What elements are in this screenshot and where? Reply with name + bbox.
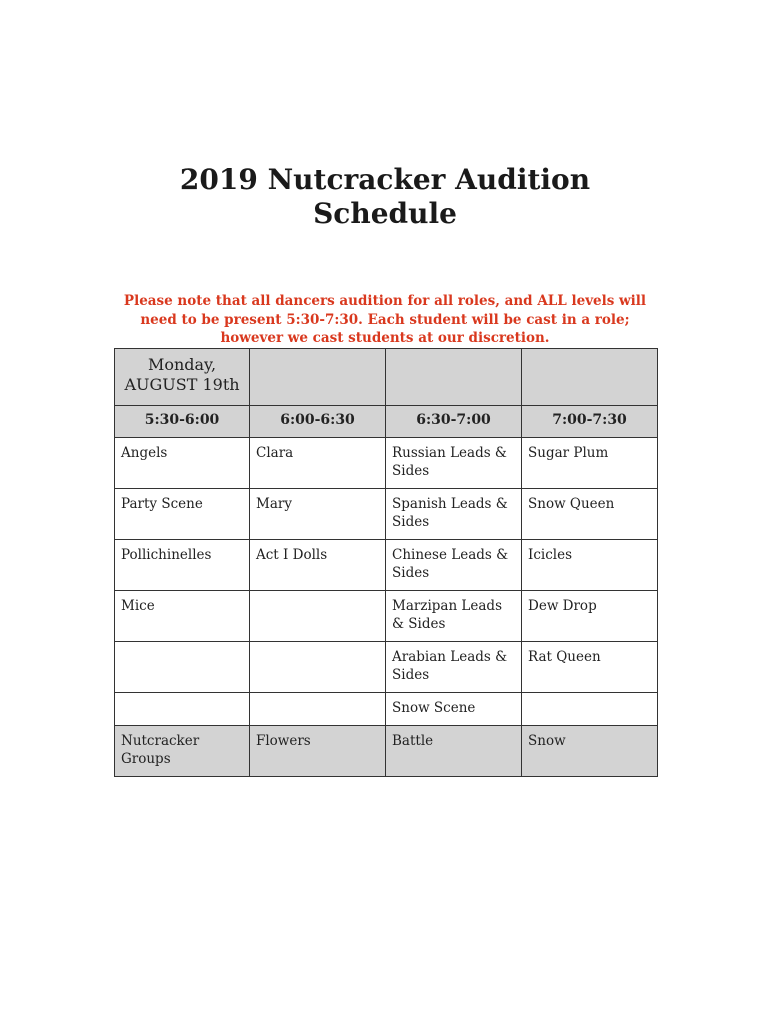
day-header-empty-cell xyxy=(522,349,658,406)
note-line-2: need to be present 5:30-7:30. Each student will be cast in a role; xyxy=(140,311,630,328)
role-cell xyxy=(250,591,386,642)
day-label-line-1: Monday, xyxy=(147,355,217,374)
day-header-empty-cell xyxy=(250,349,386,406)
note-line-3: however we cast students at our discretion. xyxy=(220,330,550,346)
groups-row xyxy=(115,726,658,777)
table-row xyxy=(115,591,658,642)
day-header-empty-cell xyxy=(386,349,522,406)
role-cell: Pollichinelles xyxy=(115,540,250,591)
title-line-1: 2019 Nutcracker Audition xyxy=(179,163,591,196)
role-cell: Mice xyxy=(115,591,250,642)
role-cell: Dew Drop xyxy=(522,591,658,642)
time-header-row xyxy=(115,406,658,438)
role-cell: Rat Queen xyxy=(522,642,658,693)
group-cell: Nutcracker Groups xyxy=(115,726,250,777)
time-slot-header: 7:00-7:30 xyxy=(522,406,658,438)
time-slot-header: 6:00-6:30 xyxy=(250,406,386,438)
time-slot-header: 5:30-6:00 xyxy=(115,406,250,438)
role-cell: Arabian Leads & Sides xyxy=(386,642,522,693)
note-line-1: Please note that all dancers audition for all roles, and ALL levels will xyxy=(123,293,647,309)
role-cell: Marzipan Leads & Sides xyxy=(386,591,522,642)
table-row xyxy=(115,642,658,693)
title-line-2: Schedule xyxy=(313,197,457,230)
role-cell: Act I Dolls xyxy=(250,540,386,591)
role-cell xyxy=(115,693,250,726)
table-row xyxy=(115,693,658,726)
day-header-row xyxy=(115,349,658,406)
role-cell: Party Scene xyxy=(115,489,250,540)
day-label-line-2: AUGUST 19th xyxy=(124,375,240,394)
role-cell: Icicles xyxy=(522,540,658,591)
table-row xyxy=(115,489,658,540)
group-cell: Flowers xyxy=(250,726,386,777)
role-cell xyxy=(250,693,386,726)
group-cell: Battle xyxy=(386,726,522,777)
role-cell xyxy=(522,693,658,726)
role-cell: Spanish Leads & Sides xyxy=(386,489,522,540)
table-row xyxy=(115,438,658,489)
audition-note xyxy=(110,292,660,348)
schedule-table xyxy=(114,348,658,777)
time-slot-header: 6:30-7:00 xyxy=(386,406,522,438)
role-cell: Clara xyxy=(250,438,386,489)
role-cell xyxy=(250,642,386,693)
role-cell: Sugar Plum xyxy=(522,438,658,489)
role-cell: Angels xyxy=(115,438,250,489)
document-title xyxy=(0,163,770,231)
day-cell xyxy=(115,349,250,406)
group-cell: Snow xyxy=(522,726,658,777)
role-cell: Snow Scene xyxy=(386,693,522,726)
role-cell xyxy=(115,642,250,693)
role-cell: Russian Leads & Sides xyxy=(386,438,522,489)
role-cell: Chinese Leads & Sides xyxy=(386,540,522,591)
role-cell: Snow Queen xyxy=(522,489,658,540)
table-row xyxy=(115,540,658,591)
role-cell: Mary xyxy=(250,489,386,540)
